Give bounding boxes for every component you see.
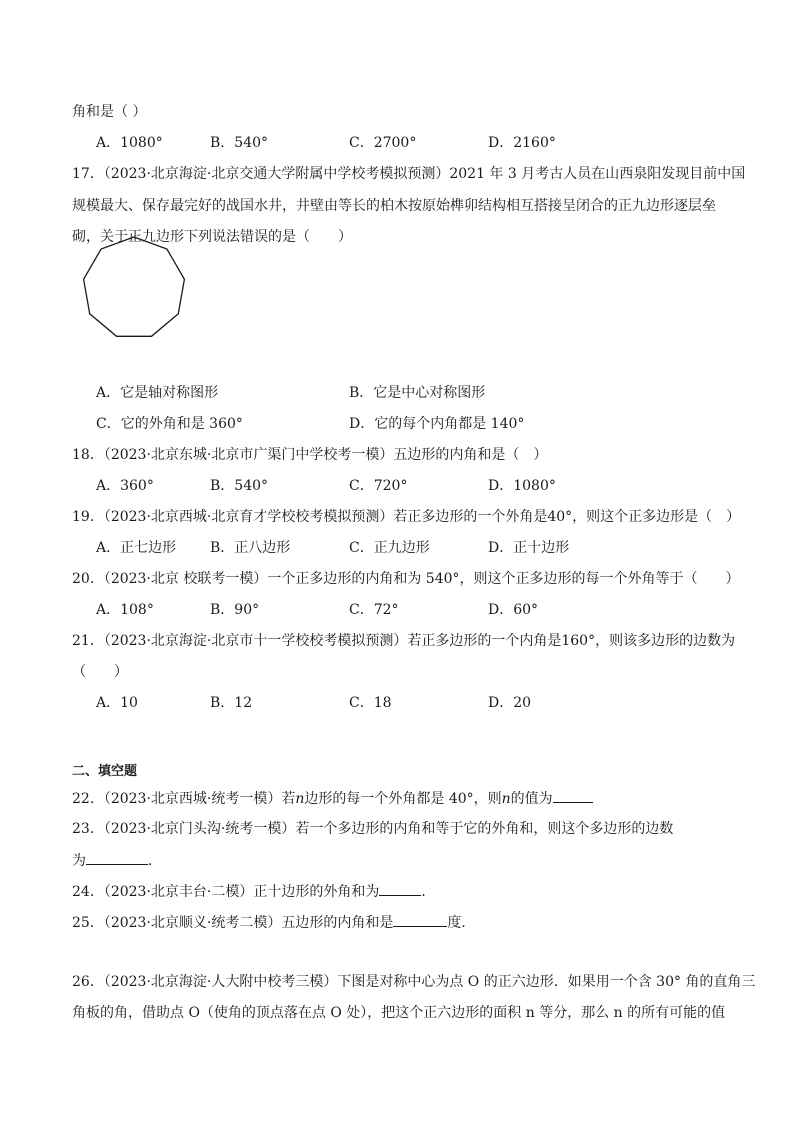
nonagon-icon (76, 232, 192, 368)
q19-stem: 19．（2023·北京西城·北京育才学校校考模拟预测）若正多边形的一个外角是40°，则这个正多边形是（ ） (72, 509, 741, 525)
q18-option-d[interactable]: D．1080° (488, 478, 556, 494)
q25-stem (72, 912, 475, 933)
q23-stem-line2 (72, 850, 162, 871)
q23-text-after: ． (148, 853, 162, 869)
q23-stem-line1: 23．（2023·北京门头沟·统考一模）若一个多边形的内角和等于它的外角和，则这个多边形的边数 (72, 821, 674, 837)
q22-answer-blank[interactable] (553, 788, 593, 803)
q17-stem-line2: 规模最大、保存最完好的战国水井，井壁由等长的柏木按原始榫卯结构相互搭接呈闭合的正九边形逐层垒 (72, 198, 716, 214)
q24-text-before: 24．（2023·北京丰台·二模）正十边形的外角和为 (72, 884, 380, 900)
q22-text-before: 22．（2023·北京西城·统考一模）若 (72, 791, 296, 807)
q17-option-b[interactable]: B．它是中心对称图形 (349, 385, 486, 401)
q16-option-c[interactable]: C．2700° (349, 135, 417, 151)
q18-stem: 18．（2023·北京东城·北京市广渠门中学校考一模）五边形的内角和是（ ） (72, 447, 548, 463)
q21-stem-line2: （ ） (72, 664, 128, 680)
q16-continuation: 角和是（ ） (72, 104, 147, 120)
q20-option-c[interactable]: C．72° (349, 602, 399, 618)
q22-var-n-2: n (501, 791, 511, 807)
q17-option-d[interactable]: D．它的每个内角都是 140° (349, 416, 525, 432)
q21-option-d[interactable]: D．20 (488, 695, 532, 711)
q25-answer-blank[interactable] (393, 912, 447, 927)
q23-answer-blank[interactable] (86, 850, 148, 865)
q23-text-before: 为 (72, 853, 86, 869)
q16-option-d[interactable]: D．2160° (488, 135, 556, 151)
q22-stem (72, 788, 593, 809)
q17-stem-line1: 17．（2023·北京海淀·北京交通大学附属中学校考模拟预测）2021 年 3 月考古人员在山西泉阳发现目前中国 (72, 166, 746, 182)
q17-option-c[interactable]: C．它的外角和是 360° (96, 416, 243, 432)
q21-option-a[interactable]: A．10 (96, 695, 138, 711)
q16-option-a[interactable]: A．1080° (96, 135, 163, 151)
q22-var-n: n (295, 791, 305, 807)
q19-option-a[interactable]: A．正七边形 (96, 540, 177, 556)
q24-answer-blank[interactable] (379, 881, 421, 896)
q16-option-b[interactable]: B．540° (210, 135, 269, 151)
q24-text-after: ． (421, 884, 436, 900)
q20-option-b[interactable]: B．90° (210, 602, 260, 618)
q19-option-d[interactable]: D．正十边形 (488, 540, 570, 556)
q25-text-after: 度． (447, 915, 476, 931)
q22-text-middle: 边形的每一个外角都是 40°，则 (304, 791, 502, 807)
q21-stem-line1: 21．（2023·北京海淀·北京市十一学校校考模拟预测）若正多边形的一个内角是160°，则该多边形的边数为 (72, 633, 736, 649)
q18-option-a[interactable]: A．360° (96, 478, 154, 494)
q17-stem-line3: 砌，关于正九边形下列说法错误的是（ ） (72, 229, 352, 245)
q22-text-after: 的值为 (510, 791, 553, 807)
q18-option-b[interactable]: B．540° (210, 478, 269, 494)
q26-stem-line2: 角板的角，借助点 O（使角的顶点落在点 O 处），把这个正六边形的面积 n 等分，那么 n 的所有可能的值 (72, 1005, 726, 1021)
q20-option-a[interactable]: A．108° (96, 602, 154, 618)
q20-stem: 20．（2023·北京 校联考一模）一个正多边形的内角和为 540°，则这个正多边形的每一个外角等于（ ） (72, 571, 740, 587)
q21-option-b[interactable]: B．12 (210, 695, 253, 711)
q25-text-before: 25．（2023·北京顺义·统考二模）五边形的内角和是 (72, 915, 394, 931)
section-title-fill-in: 二、填空题 (72, 764, 138, 779)
q19-option-b[interactable]: B．正八边形 (210, 540, 291, 556)
q19-option-c[interactable]: C．正九边形 (349, 540, 430, 556)
q18-option-c[interactable]: C．720° (349, 478, 408, 494)
q21-option-c[interactable]: C．18 (349, 695, 392, 711)
q17-option-a[interactable]: A．它是轴对称图形 (96, 385, 219, 401)
q20-option-d[interactable]: D．60° (488, 602, 539, 618)
q26-stem-line1: 26．（2023·北京海淀·人大附中校考三模）下图是对称中心为点 O 的正六边形．如果用一个含 30° 角的直角三 (72, 974, 756, 990)
q24-stem (72, 881, 435, 902)
